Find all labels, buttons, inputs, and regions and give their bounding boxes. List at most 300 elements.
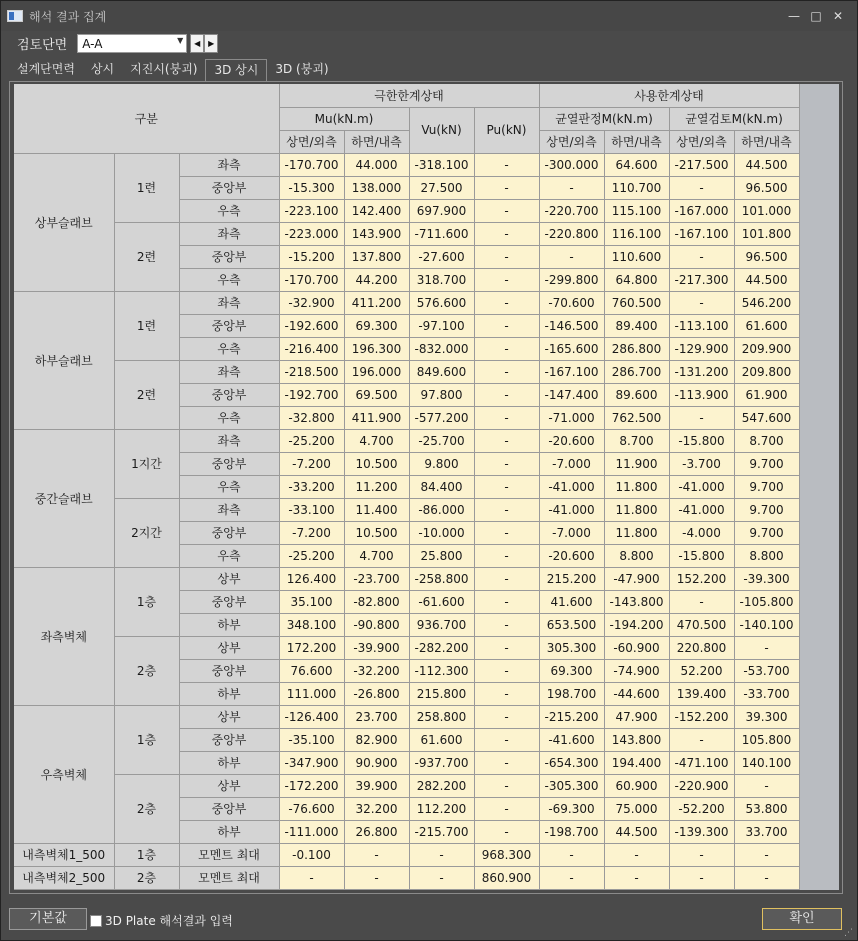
section-combo[interactable] [77, 34, 187, 53]
value-cell[interactable]: -216.400 [279, 337, 344, 360]
value-cell[interactable]: 152.200 [669, 567, 734, 590]
sub-label: 1층 [114, 843, 179, 866]
chevron-down-icon[interactable]: ▼ [177, 36, 184, 45]
value-cell[interactable]: 139.400 [669, 682, 734, 705]
value-cell[interactable]: 69.300 [539, 659, 604, 682]
value-cell[interactable]: -711.600 [409, 222, 474, 245]
value-cell[interactable]: -112.300 [409, 659, 474, 682]
value-cell[interactable]: 101.800 [734, 222, 799, 245]
value-cell[interactable]: 52.200 [669, 659, 734, 682]
footer-bar [1, 898, 857, 940]
value-cell[interactable]: -305.300 [539, 774, 604, 797]
value-cell[interactable]: 26.800 [344, 820, 409, 843]
header-top-outer: 상면/외측 [539, 130, 604, 153]
value-cell[interactable]: - [474, 774, 539, 797]
value-cell[interactable]: 27.500 [409, 176, 474, 199]
value-cell[interactable]: - [474, 452, 539, 475]
results-table [14, 84, 800, 890]
table-row [14, 153, 799, 176]
value-cell[interactable]: 90.900 [344, 751, 409, 774]
value-cell[interactable]: 348.100 [279, 613, 344, 636]
value-cell[interactable]: 61.600 [409, 728, 474, 751]
value-cell[interactable]: -33.200 [279, 475, 344, 498]
value-cell[interactable]: -71.000 [539, 406, 604, 429]
value-cell[interactable]: - [474, 682, 539, 705]
value-cell[interactable]: 4.700 [344, 544, 409, 567]
value-cell[interactable]: -129.900 [669, 337, 734, 360]
value-cell[interactable]: - [474, 590, 539, 613]
value-cell[interactable]: -7.200 [279, 452, 344, 475]
value-cell[interactable]: -220.800 [539, 222, 604, 245]
value-cell[interactable]: 33.700 [734, 820, 799, 843]
value-cell[interactable]: -7.200 [279, 521, 344, 544]
value-cell[interactable]: 32.200 [344, 797, 409, 820]
value-cell[interactable]: 849.600 [409, 360, 474, 383]
value-cell[interactable]: 11.900 [604, 452, 669, 475]
value-cell[interactable]: -220.700 [539, 199, 604, 222]
value-cell[interactable]: -223.100 [279, 199, 344, 222]
plate-input-label: 3D Plate 해석결과 입력 [105, 914, 233, 928]
table-row [14, 705, 799, 728]
value-cell[interactable]: -26.800 [344, 682, 409, 705]
value-cell[interactable]: -60.900 [604, 636, 669, 659]
value-cell[interactable]: 194.400 [604, 751, 669, 774]
value-cell[interactable]: 143.800 [604, 728, 669, 751]
value-cell[interactable]: -41.000 [669, 498, 734, 521]
value-cell[interactable]: 209.800 [734, 360, 799, 383]
value-cell[interactable]: - [344, 866, 409, 889]
value-cell[interactable]: 760.500 [604, 291, 669, 314]
value-cell[interactable]: - [604, 866, 669, 889]
value-cell[interactable]: - [669, 843, 734, 866]
value-cell[interactable]: 69.300 [344, 314, 409, 337]
value-cell[interactable]: -33.700 [734, 682, 799, 705]
value-cell[interactable]: 140.100 [734, 751, 799, 774]
value-cell[interactable]: -41.000 [539, 475, 604, 498]
value-cell[interactable]: -86.000 [409, 498, 474, 521]
value-cell[interactable]: - [409, 866, 474, 889]
value-cell[interactable]: 101.000 [734, 199, 799, 222]
sub-label: 1층 [114, 567, 179, 636]
value-cell[interactable]: - [539, 866, 604, 889]
tab-0[interactable]: 설계단면력 [17, 62, 75, 76]
value-cell[interactable]: -299.800 [539, 268, 604, 291]
value-cell[interactable]: 44.500 [734, 153, 799, 176]
value-cell[interactable]: -282.200 [409, 636, 474, 659]
value-cell[interactable]: -167.000 [669, 199, 734, 222]
value-cell[interactable]: - [474, 406, 539, 429]
value-cell[interactable]: -220.900 [669, 774, 734, 797]
value-cell[interactable]: -471.100 [669, 751, 734, 774]
value-cell[interactable]: -172.200 [279, 774, 344, 797]
value-cell[interactable]: -165.600 [539, 337, 604, 360]
value-cell[interactable]: 64.600 [604, 153, 669, 176]
value-cell[interactable]: -41.000 [669, 475, 734, 498]
value-cell[interactable]: - [474, 268, 539, 291]
app-icon [7, 10, 23, 22]
value-cell[interactable]: - [474, 797, 539, 820]
value-cell[interactable]: 61.900 [734, 383, 799, 406]
tab-1[interactable]: 상시 [90, 62, 115, 76]
value-cell[interactable]: 8.700 [604, 429, 669, 452]
value-cell[interactable]: -32.900 [279, 291, 344, 314]
value-cell[interactable]: -215.200 [539, 705, 604, 728]
value-cell[interactable]: -44.600 [604, 682, 669, 705]
value-cell[interactable]: -217.500 [669, 153, 734, 176]
value-cell[interactable]: 258.800 [409, 705, 474, 728]
value-cell[interactable]: - [474, 659, 539, 682]
value-cell[interactable]: - [734, 843, 799, 866]
value-cell[interactable]: - [474, 176, 539, 199]
value-cell[interactable]: - [474, 337, 539, 360]
value-cell[interactable]: 411.900 [344, 406, 409, 429]
value-cell[interactable]: 39.300 [734, 705, 799, 728]
sub-label: 2련 [114, 222, 179, 291]
value-cell[interactable]: -32.800 [279, 406, 344, 429]
value-cell[interactable]: -32.200 [344, 659, 409, 682]
plate-input-option[interactable] [90, 912, 233, 929]
value-cell[interactable]: 9.700 [734, 521, 799, 544]
value-cell[interactable]: 11.800 [604, 521, 669, 544]
value-cell[interactable]: - [474, 199, 539, 222]
value-cell[interactable]: - [474, 728, 539, 751]
value-cell[interactable]: -139.300 [669, 820, 734, 843]
value-cell[interactable]: -192.700 [279, 383, 344, 406]
value-cell[interactable]: 282.200 [409, 774, 474, 797]
value-cell[interactable]: - [474, 613, 539, 636]
value-cell[interactable]: -167.100 [539, 360, 604, 383]
value-cell[interactable]: - [474, 222, 539, 245]
value-cell[interactable]: -97.100 [409, 314, 474, 337]
value-cell[interactable]: -25.700 [409, 429, 474, 452]
tab-4[interactable]: 3D (붕괴) [275, 62, 329, 76]
value-cell[interactable]: - [474, 360, 539, 383]
value-cell[interactable]: -39.900 [344, 636, 409, 659]
value-cell[interactable]: -113.100 [669, 314, 734, 337]
value-cell[interactable]: -4.000 [669, 521, 734, 544]
value-cell[interactable]: -90.800 [344, 613, 409, 636]
value-cell[interactable]: - [604, 843, 669, 866]
value-cell[interactable]: 209.900 [734, 337, 799, 360]
value-cell[interactable]: 115.100 [604, 199, 669, 222]
value-cell[interactable]: - [669, 245, 734, 268]
value-cell[interactable]: 762.500 [604, 406, 669, 429]
value-cell[interactable]: - [669, 406, 734, 429]
default-button[interactable]: 기본값 [9, 908, 87, 930]
value-cell[interactable]: 8.800 [734, 544, 799, 567]
value-cell[interactable]: -223.000 [279, 222, 344, 245]
value-cell[interactable]: 9.700 [734, 498, 799, 521]
value-cell[interactable]: 89.600 [604, 383, 669, 406]
position-label: 좌측 [179, 360, 279, 383]
value-cell[interactable]: -15.800 [669, 429, 734, 452]
value-cell[interactable]: -577.200 [409, 406, 474, 429]
value-cell[interactable]: -0.100 [279, 843, 344, 866]
value-cell[interactable]: - [344, 843, 409, 866]
value-cell[interactable]: 547.600 [734, 406, 799, 429]
value-cell[interactable]: - [474, 429, 539, 452]
value-cell[interactable]: 44.500 [604, 820, 669, 843]
value-cell[interactable]: 97.800 [409, 383, 474, 406]
value-cell[interactable]: - [734, 866, 799, 889]
value-cell[interactable]: -111.000 [279, 820, 344, 843]
value-cell[interactable]: 60.900 [604, 774, 669, 797]
value-cell[interactable]: 936.700 [409, 613, 474, 636]
value-cell[interactable]: -170.700 [279, 268, 344, 291]
value-cell[interactable]: 9.700 [734, 452, 799, 475]
value-cell[interactable]: -7.000 [539, 452, 604, 475]
resize-grip-icon[interactable]: ⋰ [844, 928, 853, 938]
value-cell[interactable]: 653.500 [539, 613, 604, 636]
value-cell[interactable]: 10.500 [344, 452, 409, 475]
value-cell[interactable]: 11.200 [344, 475, 409, 498]
value-cell[interactable]: 110.700 [604, 176, 669, 199]
value-cell[interactable]: -15.200 [279, 245, 344, 268]
value-cell[interactable]: -198.700 [539, 820, 604, 843]
value-cell[interactable]: - [669, 866, 734, 889]
value-cell[interactable]: 8.800 [604, 544, 669, 567]
value-cell[interactable]: 11.400 [344, 498, 409, 521]
value-cell[interactable]: -20.600 [539, 544, 604, 567]
value-cell[interactable]: 53.800 [734, 797, 799, 820]
value-cell[interactable]: -194.200 [604, 613, 669, 636]
value-cell[interactable]: - [474, 521, 539, 544]
section-label: 검토단면 [17, 38, 68, 53]
value-cell[interactable]: -147.400 [539, 383, 604, 406]
value-cell[interactable]: 84.400 [409, 475, 474, 498]
value-cell[interactable]: 44.200 [344, 268, 409, 291]
position-label: 우측 [179, 199, 279, 222]
value-cell[interactable]: - [474, 544, 539, 567]
value-cell[interactable]: -27.600 [409, 245, 474, 268]
value-cell[interactable]: -113.900 [669, 383, 734, 406]
value-cell[interactable]: 968.300 [474, 843, 539, 866]
value-cell[interactable]: -52.200 [669, 797, 734, 820]
value-cell[interactable]: 470.500 [669, 613, 734, 636]
value-cell[interactable]: - [474, 820, 539, 843]
value-cell[interactable]: -654.300 [539, 751, 604, 774]
value-cell[interactable]: -53.700 [734, 659, 799, 682]
value-cell[interactable]: - [474, 705, 539, 728]
value-cell[interactable]: - [669, 176, 734, 199]
value-cell[interactable]: -192.600 [279, 314, 344, 337]
value-cell[interactable]: 411.200 [344, 291, 409, 314]
value-cell[interactable]: -20.600 [539, 429, 604, 452]
position-label: 우측 [179, 406, 279, 429]
value-cell[interactable]: 105.800 [734, 728, 799, 751]
position-label: 좌측 [179, 498, 279, 521]
value-cell[interactable]: 23.700 [344, 705, 409, 728]
sub-label: 2지간 [114, 498, 179, 567]
value-cell[interactable]: -47.900 [604, 567, 669, 590]
value-cell[interactable]: - [669, 291, 734, 314]
value-cell[interactable]: -167.100 [669, 222, 734, 245]
value-cell[interactable]: -15.800 [669, 544, 734, 567]
value-cell[interactable]: 143.900 [344, 222, 409, 245]
value-cell[interactable]: - [474, 475, 539, 498]
value-cell[interactable]: 110.600 [604, 245, 669, 268]
header-crack-judge: 균열판정M(kN.m) [539, 107, 669, 130]
value-cell[interactable]: 82.900 [344, 728, 409, 751]
value-cell[interactable]: -218.500 [279, 360, 344, 383]
value-cell[interactable]: -15.300 [279, 176, 344, 199]
value-cell[interactable]: -82.800 [344, 590, 409, 613]
value-cell[interactable]: -140.100 [734, 613, 799, 636]
value-cell[interactable]: 8.700 [734, 429, 799, 452]
value-cell[interactable]: 61.600 [734, 314, 799, 337]
value-cell[interactable]: - [539, 245, 604, 268]
value-cell[interactable]: -832.000 [409, 337, 474, 360]
value-cell[interactable]: -23.700 [344, 567, 409, 590]
value-cell[interactable]: - [474, 636, 539, 659]
value-cell[interactable]: 137.800 [344, 245, 409, 268]
value-cell[interactable]: 196.300 [344, 337, 409, 360]
prev-arrow-icon[interactable]: ◀ [190, 34, 204, 53]
value-cell[interactable]: -35.100 [279, 728, 344, 751]
position-label: 중앙부 [179, 176, 279, 199]
minimize-button[interactable]: — [788, 9, 800, 23]
value-cell[interactable]: 305.300 [539, 636, 604, 659]
value-cell[interactable]: - [539, 176, 604, 199]
value-cell[interactable]: 9.700 [734, 475, 799, 498]
value-cell[interactable]: 142.400 [344, 199, 409, 222]
value-cell[interactable]: 44.500 [734, 268, 799, 291]
value-cell[interactable]: - [669, 728, 734, 751]
value-cell[interactable]: -215.700 [409, 820, 474, 843]
value-cell[interactable]: 76.600 [279, 659, 344, 682]
value-cell[interactable]: -7.000 [539, 521, 604, 544]
value-cell[interactable]: -76.600 [279, 797, 344, 820]
value-cell[interactable]: -258.800 [409, 567, 474, 590]
value-cell[interactable]: 75.000 [604, 797, 669, 820]
value-cell[interactable]: 11.800 [604, 475, 669, 498]
value-cell[interactable]: 286.800 [604, 337, 669, 360]
value-cell[interactable]: 126.400 [279, 567, 344, 590]
group-label: 내측벽체2_500 [14, 866, 114, 889]
value-cell[interactable]: 198.700 [539, 682, 604, 705]
value-cell[interactable]: -217.300 [669, 268, 734, 291]
value-cell[interactable]: -70.600 [539, 291, 604, 314]
value-cell[interactable]: - [669, 590, 734, 613]
ok-button[interactable]: 확인 [762, 908, 842, 930]
value-cell[interactable]: -170.700 [279, 153, 344, 176]
value-cell[interactable]: 215.800 [409, 682, 474, 705]
value-cell[interactable]: 47.900 [604, 705, 669, 728]
value-cell[interactable]: - [734, 636, 799, 659]
value-cell[interactable]: - [474, 383, 539, 406]
value-cell[interactable]: 220.800 [669, 636, 734, 659]
value-cell[interactable]: - [474, 314, 539, 337]
value-cell[interactable]: 39.900 [344, 774, 409, 797]
tab-2[interactable]: 지진시(붕괴) [130, 62, 198, 76]
value-cell[interactable]: 25.800 [409, 544, 474, 567]
value-cell[interactable]: 69.500 [344, 383, 409, 406]
value-cell[interactable]: 546.200 [734, 291, 799, 314]
value-cell[interactable]: -105.800 [734, 590, 799, 613]
value-cell[interactable]: - [409, 843, 474, 866]
value-cell[interactable]: -25.200 [279, 544, 344, 567]
value-cell[interactable]: 116.100 [604, 222, 669, 245]
value-cell[interactable]: -347.900 [279, 751, 344, 774]
value-cell[interactable]: 286.700 [604, 360, 669, 383]
value-cell[interactable]: - [279, 866, 344, 889]
value-cell[interactable]: - [474, 291, 539, 314]
value-cell[interactable]: -300.000 [539, 153, 604, 176]
value-cell[interactable]: 112.200 [409, 797, 474, 820]
value-cell[interactable]: -25.200 [279, 429, 344, 452]
value-cell[interactable]: 697.900 [409, 199, 474, 222]
table-row [14, 498, 799, 521]
tab-strip [9, 59, 337, 81]
value-cell[interactable]: 318.700 [409, 268, 474, 291]
value-cell[interactable]: -74.900 [604, 659, 669, 682]
value-cell[interactable]: 96.500 [734, 176, 799, 199]
value-cell[interactable]: -146.500 [539, 314, 604, 337]
position-label: 상부 [179, 567, 279, 590]
close-button[interactable]: ✕ [832, 9, 844, 23]
value-cell[interactable]: - [474, 567, 539, 590]
value-cell[interactable]: 860.900 [474, 866, 539, 889]
value-cell[interactable]: 576.600 [409, 291, 474, 314]
maximize-button[interactable]: □ [810, 9, 822, 23]
value-cell[interactable]: 41.600 [539, 590, 604, 613]
value-cell[interactable]: -41.000 [539, 498, 604, 521]
value-cell[interactable]: - [474, 751, 539, 774]
value-cell[interactable]: 10.500 [344, 521, 409, 544]
value-cell[interactable]: 35.100 [279, 590, 344, 613]
value-cell[interactable]: 111.000 [279, 682, 344, 705]
value-cell[interactable]: -126.400 [279, 705, 344, 728]
sub-label: 2층 [114, 866, 179, 889]
value-cell[interactable]: 64.800 [604, 268, 669, 291]
value-cell[interactable]: - [474, 245, 539, 268]
value-cell[interactable]: 44.000 [344, 153, 409, 176]
value-cell[interactable]: 9.800 [409, 452, 474, 475]
next-arrow-icon[interactable]: ▶ [204, 34, 218, 53]
value-cell[interactable]: - [734, 774, 799, 797]
value-cell[interactable]: -61.600 [409, 590, 474, 613]
sub-label: 1지간 [114, 429, 179, 498]
value-cell[interactable]: -33.100 [279, 498, 344, 521]
value-cell[interactable]: 172.200 [279, 636, 344, 659]
value-cell[interactable]: 138.000 [344, 176, 409, 199]
tab-3[interactable]: 3D 상시 [205, 59, 267, 81]
value-cell[interactable]: -143.800 [604, 590, 669, 613]
value-cell[interactable]: - [474, 153, 539, 176]
value-cell[interactable]: -41.600 [539, 728, 604, 751]
value-cell[interactable]: -937.700 [409, 751, 474, 774]
value-cell[interactable]: -69.300 [539, 797, 604, 820]
value-cell[interactable]: -3.700 [669, 452, 734, 475]
value-cell[interactable]: -152.200 [669, 705, 734, 728]
value-cell[interactable]: -318.100 [409, 153, 474, 176]
header-bottom-inner: 하면/내측 [604, 130, 669, 153]
value-cell[interactable]: -131.200 [669, 360, 734, 383]
value-cell[interactable]: 215.200 [539, 567, 604, 590]
value-cell[interactable]: 11.800 [604, 498, 669, 521]
value-cell[interactable]: 89.400 [604, 314, 669, 337]
value-cell[interactable]: - [539, 843, 604, 866]
value-cell[interactable]: 4.700 [344, 429, 409, 452]
value-cell[interactable]: 96.500 [734, 245, 799, 268]
value-cell[interactable]: -10.000 [409, 521, 474, 544]
position-label: 좌측 [179, 153, 279, 176]
value-cell[interactable]: -39.300 [734, 567, 799, 590]
header-top-outer: 상면/외측 [279, 130, 344, 153]
value-cell[interactable]: 196.000 [344, 360, 409, 383]
value-cell[interactable]: - [474, 498, 539, 521]
plate-input-checkbox[interactable] [90, 915, 102, 927]
